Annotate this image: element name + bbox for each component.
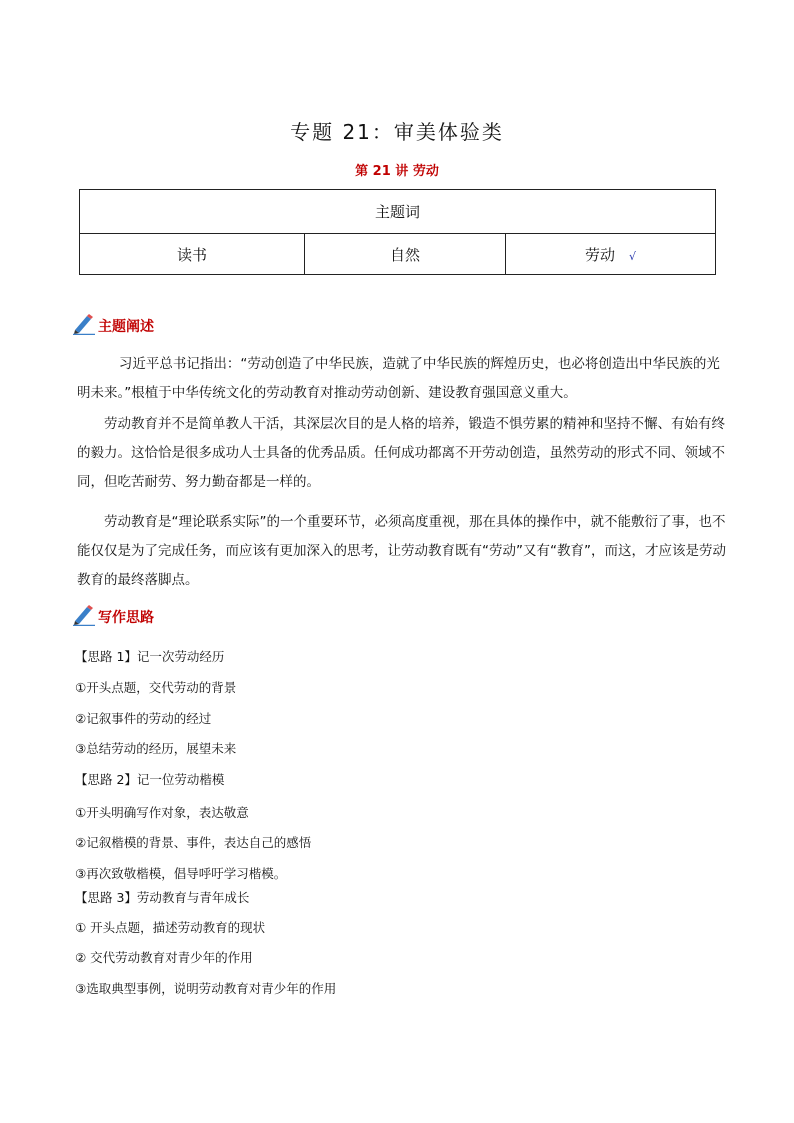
outline-heading: 【思路 2】记一位劳动楷模 bbox=[75, 772, 225, 787]
outline-item: ② 交代劳动教育对青少年的作用 bbox=[75, 950, 253, 965]
outline-item: ① 开头点题，描述劳动教育的现状 bbox=[75, 920, 266, 935]
pen-icon bbox=[72, 313, 96, 335]
outline-item: ①开头点题，交代劳动的背景 bbox=[75, 680, 237, 695]
outline-heading: 【思路 3】劳动教育与青年成长 bbox=[75, 890, 250, 905]
pen-icon bbox=[72, 604, 96, 626]
check-mark: √ bbox=[629, 249, 637, 263]
keyword-table bbox=[79, 189, 716, 275]
paragraph: 劳动教育是“理论联系实际”的一个重要环节，必须高度重视，那在具体的操作中，就不能敷衍了事，也不能仅仅是为了完成任务，而应该有更加深入的思考，让劳动教育既有“劳动”又有“教育”，而这，才应该是劳动教育的最终落脚点。 bbox=[77, 514, 726, 588]
paragraph: 习近平总书记指出：“劳动创造了中华民族，造就了中华民族的辉煌历史，也必将创造出中华民族的光明未来。”根植于中华传统文化的劳动教育对推动劳动创新、建设教育强国意义重大。 bbox=[77, 356, 720, 401]
section-title: 主题阐述 bbox=[98, 319, 154, 335]
paragraph: 劳动教育并不是简单教人干活，其深层次目的是人格的培养，锻造不惧劳累的精神和坚持不懈、有始有终的毅力。这恰恰是很多成功人士具备的优秀品质。任何成功都离不开劳动创造，虽然劳动的形式不同、领域不同，但吃苦耐劳、努力勤奋都是一样的。 bbox=[77, 416, 725, 490]
keyword-label: 劳动 bbox=[584, 245, 615, 264]
keyword-cell: 读书 bbox=[80, 234, 305, 275]
section-title: 写作思路 bbox=[98, 610, 154, 626]
outline-item: ②记叙事件的劳动的经过 bbox=[75, 711, 212, 726]
page-title: 专题 21：审美体验类 bbox=[290, 120, 504, 144]
outline-item: ③总结劳动的经历，展望未来 bbox=[75, 741, 237, 756]
keyword-cell: 自然 bbox=[305, 234, 506, 275]
section-heading-theme bbox=[72, 313, 154, 336]
lesson-subtitle: 第 21 讲 劳动 bbox=[355, 164, 439, 179]
keyword-table-header: 主题词 bbox=[80, 190, 716, 234]
outline-item: ③再次致敬楷模，倡导呼吁学习楷模。 bbox=[75, 866, 287, 881]
outline-item: ①开头明确写作对象，表达敬意 bbox=[75, 805, 249, 820]
outline-item: ②记叙楷模的背景、事件，表达自己的感悟 bbox=[75, 835, 312, 850]
outline-item: ③选取典型事例，说明劳动教育对青少年的作用 bbox=[75, 981, 337, 996]
keyword-cell-checked bbox=[506, 234, 716, 275]
section-heading-writing bbox=[72, 604, 154, 627]
outline-heading: 【思路 1】记一次劳动经历 bbox=[75, 649, 225, 664]
